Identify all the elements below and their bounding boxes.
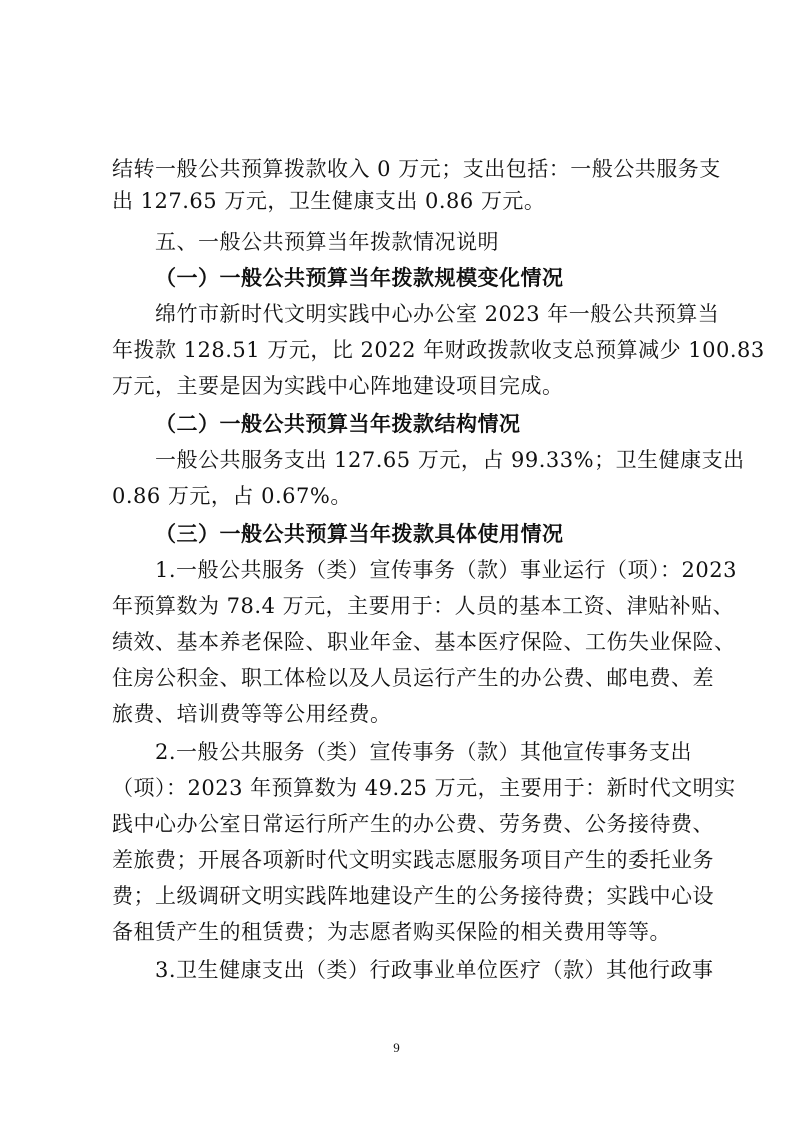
paragraph-line: 绵竹市新时代文明实践中心办公室 2023 年一般公共预算当	[155, 302, 720, 326]
paragraph-line: 旅费、培训费等等公用经费。	[112, 702, 392, 726]
paragraph-line: 绩效、基本养老保险、职业年金、基本医疗保险、工伤失业保险、	[112, 630, 736, 654]
paragraph-line: （项）：2023 年预算数为 49.25 万元，主要用于：新时代文明实	[112, 776, 736, 800]
paragraph-line: 1.一般公共服务（类）宣传事务（款）事业运行（项）：2023	[155, 558, 737, 582]
paragraph-line: 2.一般公共服务（类）宣传事务（款）其他宣传事务支出	[155, 740, 693, 764]
paragraph-line: 备租赁产生的租赁费；为志愿者购买保险的相关费用等等。	[112, 920, 671, 944]
paragraph-line: 践中心办公室日常运行所产生的办公费、劳务费、公务接待费、	[112, 812, 714, 836]
paragraph-line: 差旅费；开展各项新时代文明实践志愿服务项目产生的委托业务	[112, 848, 714, 872]
paragraph-line: 结转一般公共预算拨款收入 0 万元；支出包括：一般公共服务支	[112, 157, 721, 181]
sub-heading: （二）一般公共预算当年拨款结构情况	[155, 411, 521, 436]
sub-heading: （三）一般公共预算当年拨款具体使用情况	[155, 521, 564, 546]
paragraph-line: 费；上级调研文明实践阵地建设产生的公务接待费；实践中心设	[112, 884, 714, 908]
sub-heading: （一）一般公共预算当年拨款规模变化情况	[155, 265, 564, 290]
page-number: 9	[393, 1040, 400, 1055]
paragraph-line: 年预算数为 78.4 万元，主要用于：人员的基本工资、津贴补贴、	[112, 594, 735, 618]
paragraph-line: 住房公积金、职工体检以及人员运行产生的办公费、邮电费、差	[112, 666, 714, 690]
paragraph-line: 万元，主要是因为实践中心阵地建设项目完成。	[112, 374, 564, 398]
section-heading: 五、一般公共预算当年拨款情况说明	[155, 230, 499, 254]
paragraph-line: 一般公共服务支出 127.65 万元，占 99.33%；卫生健康支出	[155, 448, 745, 472]
paragraph-line: 3.卫生健康支出（类）行政事业单位医疗（款）其他行政事	[155, 958, 714, 982]
paragraph-line: 年拨款 128.51 万元，比 2022 年财政拨款收支总预算减少 100.83	[112, 338, 765, 362]
paragraph-line: 0.86 万元，占 0.67%。	[112, 484, 352, 508]
paragraph-line: 出 127.65 万元，卫生健康支出 0.86 万元。	[112, 189, 546, 213]
